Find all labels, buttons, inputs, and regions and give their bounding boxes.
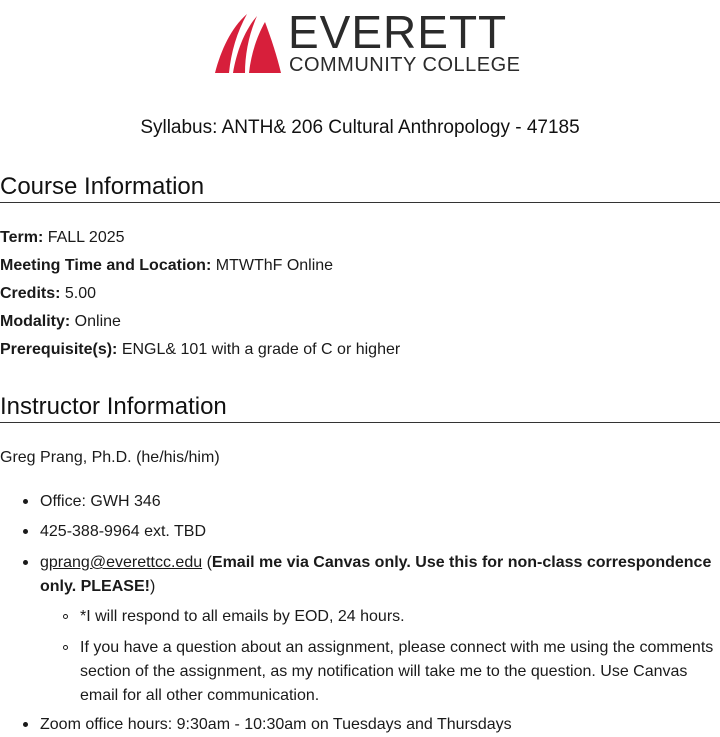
email-note: Email me via Canvas only. Use this for non-class correspondence only. PLEASE! (40, 554, 712, 595)
assignment-question-item: If you have a question about an assignment, please connect with me using the comments section of the assignment, as my notification will take me to the question. Use Canvas email for all other communication. (80, 639, 714, 704)
bullet-icon (23, 529, 28, 534)
bullet-icon (23, 722, 28, 727)
bullet-icon (23, 499, 28, 504)
meeting-row (0, 256, 333, 276)
meeting-value: MTWThF Online (215, 257, 334, 274)
term-label: Term: (0, 229, 44, 246)
office-hours-item: Zoom office hours: 9:30am - 10:30am on Tuesdays and Thursdays (40, 716, 512, 733)
instructor-info-heading: Instructor Information (0, 392, 720, 423)
credits-row (0, 284, 96, 304)
email-item (40, 551, 716, 599)
bullet-icon (23, 560, 28, 565)
prerequisite-row (0, 340, 400, 360)
college-logo (0, 0, 720, 90)
email-close-paren: ) (149, 578, 156, 595)
response-time-item: *I will respond to all emails by EOD, 24 hours. (80, 608, 405, 625)
meeting-label: Meeting Time and Location: (0, 257, 212, 274)
prerequisite-label: Prerequisite(s): (0, 341, 118, 358)
logo-arch-icon (213, 10, 283, 76)
page-title: Syllabus: ANTH& 206 Cultural Anthropology - 47185 (140, 117, 580, 138)
modality-label: Modality: (0, 313, 71, 330)
office-item: Office: GWH 346 (40, 493, 161, 510)
email-open-paren: ( (202, 554, 212, 571)
prerequisite-value: ENGL& 101 with a grade of C or higher (121, 341, 401, 358)
email-link[interactable]: gprang@everettcc.edu (40, 554, 203, 571)
sub-bullet-icon (63, 614, 68, 619)
instructor-name: Greg Prang, Ph.D. (he/his/him) (0, 449, 220, 466)
credits-value: 5.00 (64, 285, 97, 302)
modality-row (0, 312, 121, 332)
logo-subtitle: COMMUNITY COLLEGE (289, 54, 521, 76)
phone-item: 425-388-9964 ext. TBD (40, 523, 207, 540)
term-value: FALL 2025 (47, 229, 125, 246)
course-info-heading: Course Information (0, 172, 720, 203)
sub-bullet-icon (63, 645, 68, 650)
modality-value: Online (74, 313, 121, 330)
credits-label: Credits: (0, 285, 61, 302)
logo-wordmark: EVERETT (288, 6, 508, 58)
term-row (0, 228, 125, 248)
